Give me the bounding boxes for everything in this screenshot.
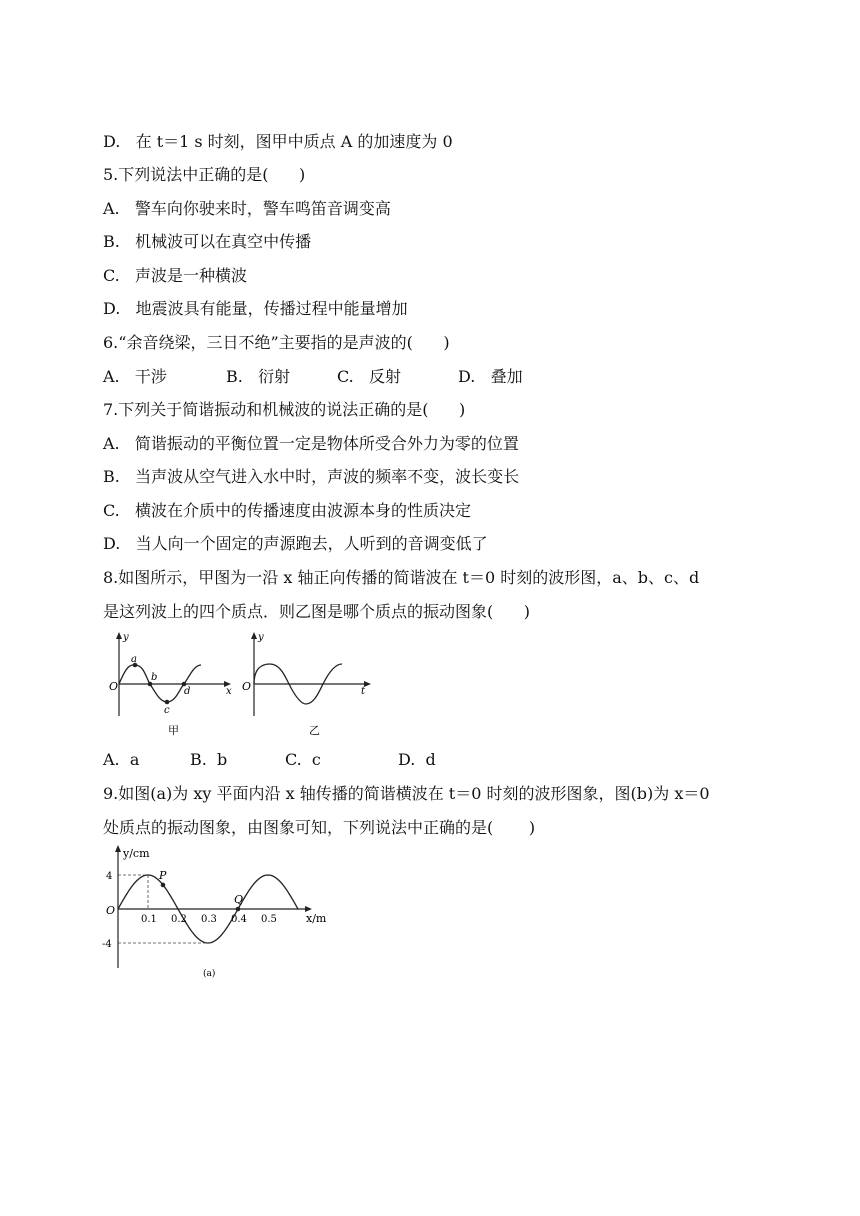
q9-stem-line2: 处质点的振动图象，由图象可知，下列说法中正确的是( ) (103, 818, 536, 837)
jia-origin: O (109, 680, 119, 693)
q7-option-d: D. 当人向一个固定的声源跑去，人听到的音调变低了 (103, 534, 488, 553)
a-ytick-neg4: -4 (102, 939, 112, 950)
a-ytick-4: 4 (106, 871, 113, 882)
a-point-q (236, 907, 241, 912)
yi-y-label: y (258, 632, 264, 643)
yi-x-label: t (361, 686, 366, 697)
a-xtick-0-1: 0.1 (141, 914, 157, 925)
q6-option-b: B. 衍射 (226, 367, 291, 386)
q8-option-a: A. a (103, 750, 140, 769)
a-label-p: P (159, 868, 167, 882)
q5-option-a: A. 警车向你驶来时，警车鸣笛音调变高 (103, 199, 391, 218)
jia-point-c (165, 700, 170, 705)
a-xtick-0-5: 0.5 (261, 914, 277, 925)
figure-jia (100, 628, 245, 743)
jia-y-arrow (116, 632, 122, 639)
a-xtick-0-3: 0.3 (201, 914, 217, 925)
yi-y-arrow (251, 632, 257, 639)
a-xtick-0-4: 0.4 (231, 914, 247, 925)
a-caption: (a) (203, 969, 216, 979)
q8-stem-line1: 8.如图所示，甲图为一沿 x 轴正向传播的简谐波在 t＝0 时刻的波形图，a、b、c、d (103, 568, 700, 587)
yi-caption: 乙 (309, 724, 320, 737)
q5-option-d: D. 地震波具有能量，传播过程中能量增加 (103, 299, 408, 318)
jia-label-d: d (184, 686, 191, 697)
jia-label-b: b (151, 672, 158, 683)
q8-option-d: D. d (398, 750, 436, 769)
q7-option-b: B. 当声波从空气进入水中时，声波的频率不变，波长变长 (103, 467, 520, 486)
q5-option-b: B. 机械波可以在真空中传播 (103, 232, 312, 251)
a-point-p (161, 883, 166, 888)
a-y-label: y/cm (123, 847, 150, 860)
a-origin: O (106, 904, 116, 917)
q6-option-a: A. 干涉 (103, 367, 167, 386)
q8-options (0, 749, 860, 771)
q6-stem: 6.“余音绕梁，三日不绝”主要指的是声波的( ) (103, 333, 450, 352)
jia-label-c: c (164, 705, 170, 716)
jia-x-label: x (226, 686, 232, 697)
q7-stem: 7.下列关于简谐振动和机械波的说法正确的是( ) (103, 400, 466, 419)
q8-option-c: C. c (285, 750, 321, 769)
q6-option-d: D. 叠加 (458, 367, 523, 386)
q5-stem: 5.下列说法中正确的是( ) (103, 165, 306, 184)
jia-y-label: y (123, 632, 129, 643)
jia-label-a: a (131, 654, 137, 665)
figure-a-chart (98, 843, 348, 983)
a-x-label: x/m (306, 912, 327, 925)
yi-x-arrow (364, 681, 371, 687)
q7-option-a: A. 简谐振动的平衡位置一定是物体所受合外力为零的位置 (103, 434, 519, 453)
q5-option-c: C. 声波是一种横波 (103, 266, 248, 285)
q6-option-c: C. 反射 (337, 367, 402, 386)
a-xtick-0-2: 0.2 (171, 914, 187, 925)
a-y-arrow (115, 845, 121, 852)
q7-option-c: C. 横波在介质中的传播速度由波源本身的性质决定 (103, 501, 472, 520)
q6-options (0, 366, 860, 388)
q8-stem-line2: 是这列波上的四个质点．则乙图是哪个质点的振动图象( ) (103, 602, 531, 621)
jia-caption: 甲 (168, 724, 179, 737)
a-label-q: Q (234, 893, 244, 906)
q8-option-b: B. b (190, 750, 228, 769)
q4-option-d: D. 在 t＝1 s 时刻，图甲中质点 A 的加速度为 0 (103, 132, 453, 151)
q9-stem-line1: 9.如图(a)为 xy 平面内沿 x 轴传播的简谐横波在 t＝0 时刻的波形图象，图(b)为 x＝0 (103, 784, 710, 803)
yi-origin: O (242, 680, 252, 693)
figure-yi (240, 628, 380, 743)
